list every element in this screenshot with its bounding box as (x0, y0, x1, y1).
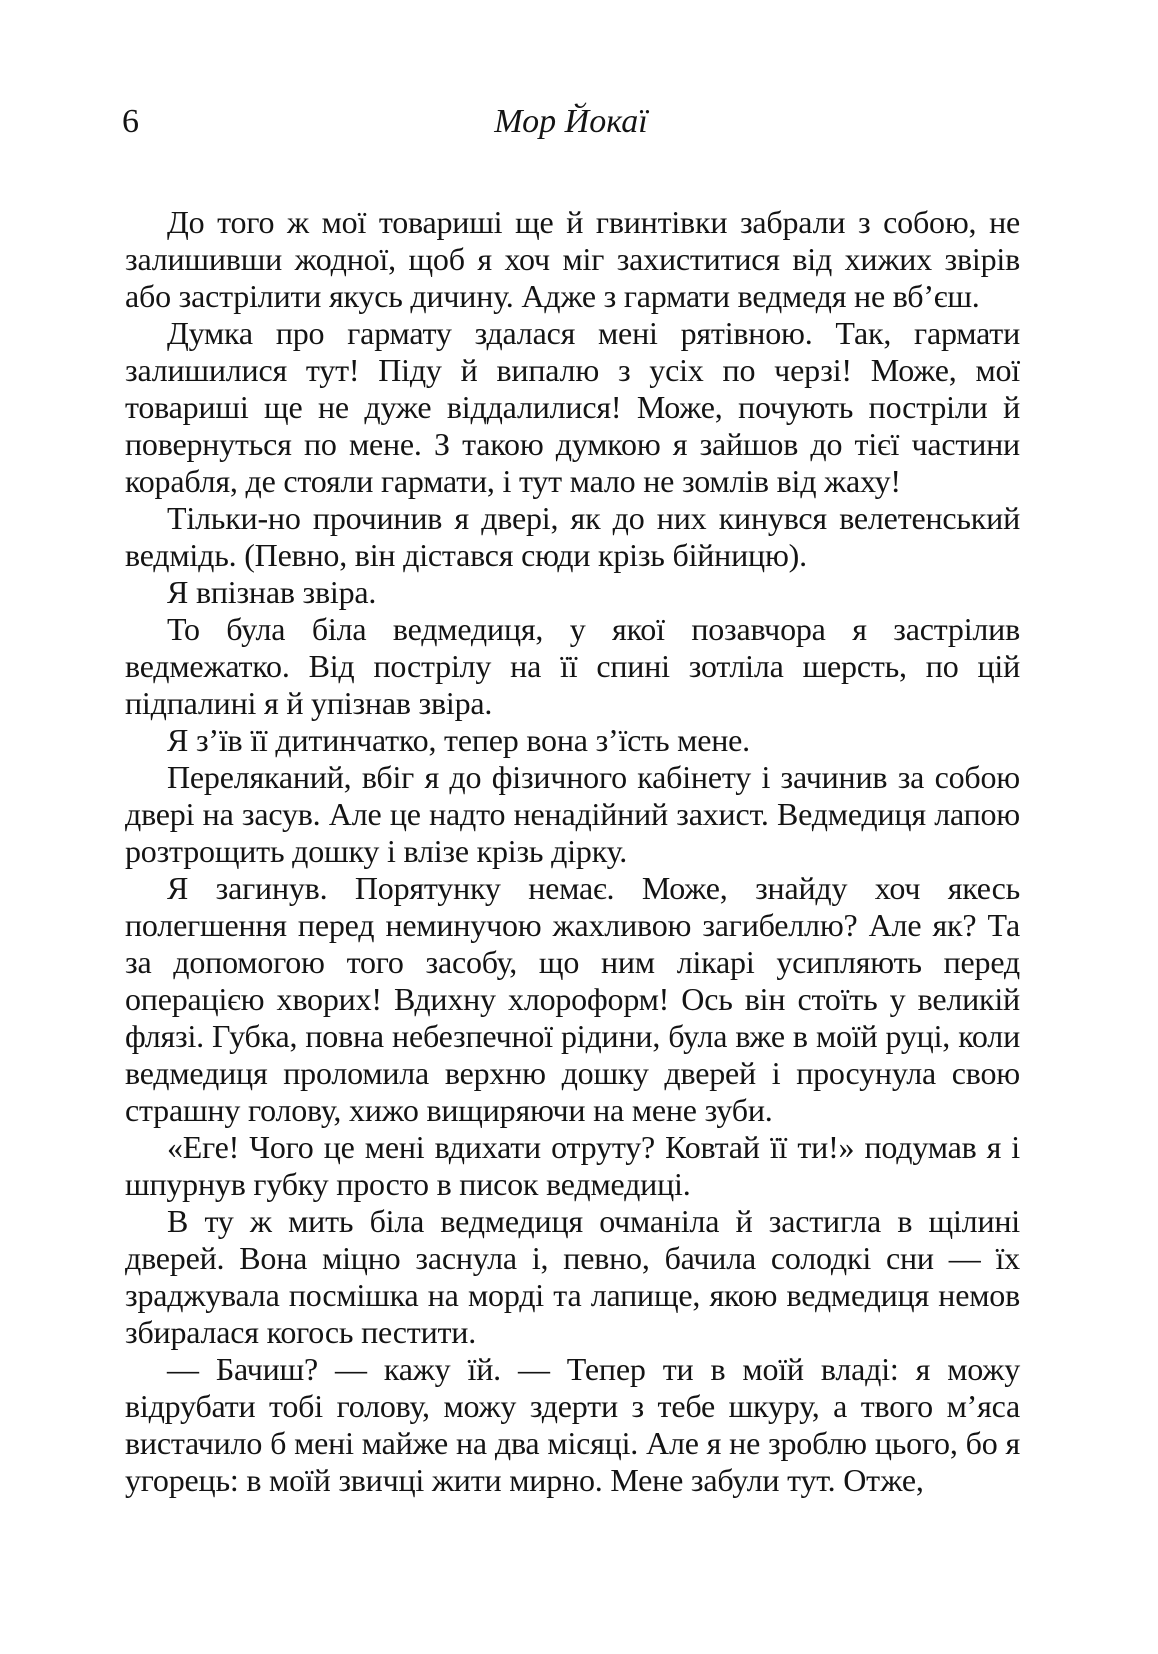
paragraph: Переляканий, вбіг я до фізичного кабінету і зачинив за собою двері на засув. Але це надто ненадійний захист. Ведмедиця лапою розтрощить дошку і влізе крізь дірку. (125, 759, 1020, 869)
paragraph: Я загинув. Порятунку немає. Може, знайду хоч якесь полегшення перед неминучою жахливою загибеллю? Але як? Та за допомогою того засобу, що ним лікарі усипляють перед операцією хворих! Вдихну хлороформ! Ось він стоїть у великій флязі. Губка, повна небезпечної рідини, була вже в моїй руці, коли ведмедиця проломила верхню дошку дверей і просунула свою страшну голову, хижо вищиряючи на мене зуби. (125, 870, 1020, 1128)
page-header (122, 102, 1020, 144)
paragraph: Я впізнав звіра. (167, 574, 377, 610)
paragraph: Я з’їв її дитинчатко, тепер вона з’їсть мене. (167, 722, 750, 758)
paragraph: До того ж мої товариші ще й гвинтівки забрали з собою, не залишивши жодної, щоб я хоч міг захиститися від хижих звірів або застрілити якусь дичину. Адже з гармати ведмедя не вб’єш. (125, 204, 1020, 314)
page-number: 6 (122, 103, 139, 140)
paragraph: В ту ж мить біла ведмедиця очманіла й застигла в щілині дверей. Вона міцно заснула і, певно, бачила солодкі сни — їх зраджувала посмішка на морді та лапище, якою ведмедиця немов збиралася когось пестити. (125, 1203, 1020, 1350)
paragraph: «Еге! Чого це мені вдихати отруту? Ковтай її ти!» подумав я і шпурнув губку просто в писок ведмедиці. (125, 1129, 1020, 1202)
paragraph: Думка про гармату здалася мені рятівною. Так, гармати залишилися тут! Піду й випалю з усіх по черзі! Може, мої товариші ще не дуже віддалилися! Може, почують постріли й повернуться по мене. З такою думкою я зайшов до тієї частини корабля, де стояли гармати, і тут мало не зомлів від жаху! (125, 315, 1020, 499)
paragraph: Тільки-но прочинив я двері, як до них кинувся велетенський ведмідь. (Певно, він дістався сюди крізь бійницю). (125, 500, 1020, 573)
body-text (125, 204, 1020, 1499)
running-head-author: Мор Йокаї (494, 103, 648, 140)
paragraph: То була біла ведмедиця, у якої позавчора я застрілив ведмежатко. Від пострілу на її спині зотліла шерсть, по цій підпалині я й упізнав звіра. (125, 611, 1020, 721)
paragraph: — Бачиш? — кажу їй. — Тепер ти в моїй владі: я можу відрубати тобі голову, можу здерти з тебе шкуру, а твого м’яса вистачило б мені майже на два місяці. Але я не зроблю цього, бо я угорець: в моїй звичці жити мирно. Мене забули тут. Отже, (125, 1351, 1020, 1498)
